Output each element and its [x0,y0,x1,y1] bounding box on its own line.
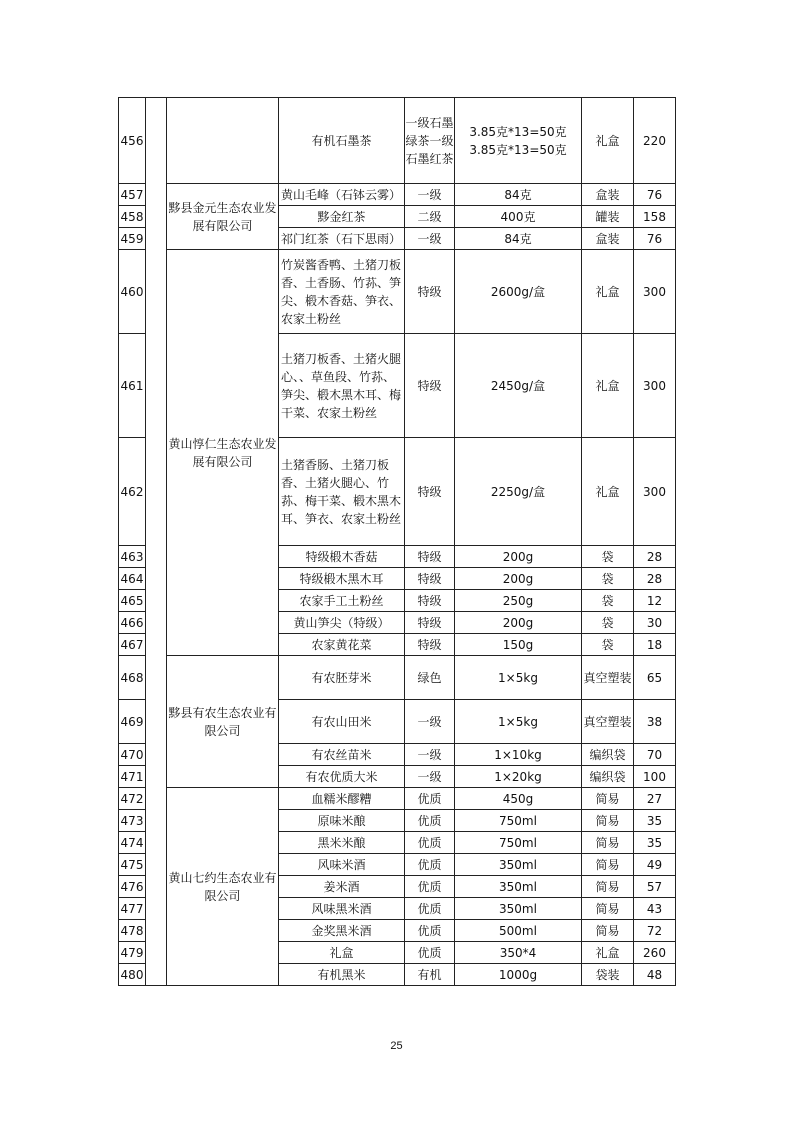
grade-cell: 一级 [405,766,455,788]
spec-cell: 450g [455,788,582,810]
price-cell: 158 [634,206,676,228]
pack-cell: 盒装 [582,184,634,206]
page-number: 25 [390,1040,403,1052]
price-cell: 43 [634,898,676,920]
product-name: 风味黑米酒 [279,898,405,920]
pack-cell: 礼盒 [582,250,634,334]
row-number: 476 [119,876,146,898]
price-cell: 76 [634,184,676,206]
row-number: 464 [119,568,146,590]
company-name: 黄山惇仁生态农业发展有限公司 [167,250,279,656]
row-number: 474 [119,832,146,854]
spec-cell: 84克 [455,228,582,250]
row-number: 466 [119,612,146,634]
product-name: 祁门红茶（石下思雨） [279,228,405,250]
row-number: 467 [119,634,146,656]
pack-cell: 礼盒 [582,438,634,546]
price-cell: 28 [634,568,676,590]
spec-cell: 3.85克*13=50克 3.85克*13=50克 [455,98,582,184]
grade-cell: 特级 [405,590,455,612]
spec-cell: 350*4 [455,942,582,964]
pack-cell: 简易 [582,832,634,854]
grade-cell: 一级 [405,700,455,744]
product-name: 农家手工土粉丝 [279,590,405,612]
product-name: 原味米酿 [279,810,405,832]
price-cell: 49 [634,854,676,876]
grade-cell: 特级 [405,334,455,438]
pack-cell: 礼盒 [582,98,634,184]
grade-cell: 优质 [405,898,455,920]
spec-cell: 150g [455,634,582,656]
row-number: 470 [119,744,146,766]
pack-cell: 袋 [582,590,634,612]
price-cell: 48 [634,964,676,986]
pack-cell: 袋 [582,546,634,568]
product-name: 土猪刀板香、土猪火腿心、、草鱼段、竹荪、笋尖、椴木黑木耳、梅干菜、农家土粉丝 [279,334,405,438]
product-name: 有农丝苗米 [279,744,405,766]
pack-cell: 简易 [582,898,634,920]
price-cell: 100 [634,766,676,788]
product-name: 血糯米醪糟 [279,788,405,810]
spec-cell: 1×5kg [455,656,582,700]
row-number: 465 [119,590,146,612]
spec-cell: 2250g/盒 [455,438,582,546]
row-number: 459 [119,228,146,250]
row-number: 458 [119,206,146,228]
product-name: 黑米米酿 [279,832,405,854]
pack-cell: 袋 [582,568,634,590]
pack-cell: 简易 [582,920,634,942]
product-name: 黄山毛峰（石钵云雾） [279,184,405,206]
grade-cell: 优质 [405,942,455,964]
spec-cell: 250g [455,590,582,612]
product-name: 风味米酒 [279,854,405,876]
grade-cell: 优质 [405,920,455,942]
product-name: 特级椴木香菇 [279,546,405,568]
spec-cell: 750ml [455,832,582,854]
row-number: 462 [119,438,146,546]
spec-cell: 200g [455,612,582,634]
row-number: 471 [119,766,146,788]
grade-cell: 有机 [405,964,455,986]
price-cell: 72 [634,920,676,942]
row-number: 478 [119,920,146,942]
grade-cell: 一级 [405,744,455,766]
grade-cell: 二级 [405,206,455,228]
price-cell: 65 [634,656,676,700]
product-name: 黄山笋尖（特级） [279,612,405,634]
spec-cell: 200g [455,568,582,590]
row-number: 456 [119,98,146,184]
table-row [119,98,676,184]
spec-cell: 500ml [455,920,582,942]
pack-cell: 简易 [582,788,634,810]
table-row [119,184,676,206]
company-name: 黟县金元生态农业发展有限公司 [167,184,279,250]
price-cell: 76 [634,228,676,250]
row-number: 473 [119,810,146,832]
pack-cell: 编织袋 [582,766,634,788]
product-table [118,97,676,986]
row-number: 480 [119,964,146,986]
row-number: 469 [119,700,146,744]
product-name: 黟金红茶 [279,206,405,228]
row-number: 460 [119,250,146,334]
grade-cell: 特级 [405,612,455,634]
grade-cell: 特级 [405,546,455,568]
pack-cell: 罐装 [582,206,634,228]
spec-cell: 2600g/盒 [455,250,582,334]
spec-cell: 2450g/盒 [455,334,582,438]
price-cell: 260 [634,942,676,964]
spec-cell: 350ml [455,898,582,920]
price-cell: 27 [634,788,676,810]
grade-cell: 特级 [405,634,455,656]
price-cell: 12 [634,590,676,612]
grade-cell: 绿色 [405,656,455,700]
pack-cell: 编织袋 [582,744,634,766]
price-cell: 38 [634,700,676,744]
spec-cell: 400克 [455,206,582,228]
price-cell: 35 [634,810,676,832]
pack-cell: 礼盒 [582,942,634,964]
price-cell: 18 [634,634,676,656]
company-name: 黄山七约生态农业有限公司 [167,788,279,986]
product-name: 农家黄花菜 [279,634,405,656]
spec-cell: 1×5kg [455,700,582,744]
price-cell: 300 [634,438,676,546]
company-name [167,98,279,184]
price-cell: 70 [634,744,676,766]
grade-cell: 一级石墨绿茶一级石墨红茶 [405,98,455,184]
pack-cell: 礼盒 [582,334,634,438]
product-name: 特级椴木黑木耳 [279,568,405,590]
grade-cell: 一级 [405,228,455,250]
spec-cell: 1000g [455,964,582,986]
grade-cell: 一级 [405,184,455,206]
pack-cell: 袋 [582,634,634,656]
spec-cell: 350ml [455,876,582,898]
product-name: 礼盒 [279,942,405,964]
price-cell: 57 [634,876,676,898]
table-row [119,656,676,700]
grade-cell: 优质 [405,832,455,854]
pack-cell: 简易 [582,810,634,832]
product-name: 土猪香肠、土猪刀板香、土猪火腿心、竹荪、梅干菜、椴木黑木耳、笋衣、农家土粉丝 [279,438,405,546]
spec-cell: 1×20kg [455,766,582,788]
table-row [119,788,676,810]
price-cell: 220 [634,98,676,184]
product-name: 有农胚芽米 [279,656,405,700]
grade-cell: 特级 [405,250,455,334]
row-number: 477 [119,898,146,920]
row-number: 461 [119,334,146,438]
pack-cell: 简易 [582,854,634,876]
row-number: 472 [119,788,146,810]
price-cell: 35 [634,832,676,854]
row-number: 479 [119,942,146,964]
pack-cell: 真空塑装 [582,656,634,700]
grade-cell: 优质 [405,810,455,832]
spec-cell: 200g [455,546,582,568]
product-name: 竹炭酱香鸭、土猪刀板香、土香肠、竹荪、笋尖、椴木香菇、笋衣、农家土粉丝 [279,250,405,334]
price-cell: 300 [634,250,676,334]
grade-cell: 特级 [405,438,455,546]
pack-cell: 简易 [582,876,634,898]
row-number: 457 [119,184,146,206]
spec-cell: 84克 [455,184,582,206]
pack-cell: 袋装 [582,964,634,986]
grade-cell: 特级 [405,568,455,590]
price-cell: 28 [634,546,676,568]
spec-cell: 350ml [455,854,582,876]
spec-cell: 750ml [455,810,582,832]
price-cell: 30 [634,612,676,634]
pack-cell: 真空塑装 [582,700,634,744]
product-name: 有农山田米 [279,700,405,744]
grade-cell: 优质 [405,854,455,876]
price-cell: 300 [634,334,676,438]
grade-cell: 优质 [405,876,455,898]
row-number: 475 [119,854,146,876]
grade-cell: 优质 [405,788,455,810]
blank-column [146,98,167,986]
product-name: 姜米酒 [279,876,405,898]
product-name: 金奖黑米酒 [279,920,405,942]
table-row [119,250,676,334]
pack-cell: 袋 [582,612,634,634]
pack-cell: 盒装 [582,228,634,250]
row-number: 463 [119,546,146,568]
product-name: 有机黑米 [279,964,405,986]
row-number: 468 [119,656,146,700]
product-name: 有机石墨茶 [279,98,405,184]
company-name: 黟县有农生态农业有限公司 [167,656,279,788]
spec-cell: 1×10kg [455,744,582,766]
product-name: 有农优质大米 [279,766,405,788]
